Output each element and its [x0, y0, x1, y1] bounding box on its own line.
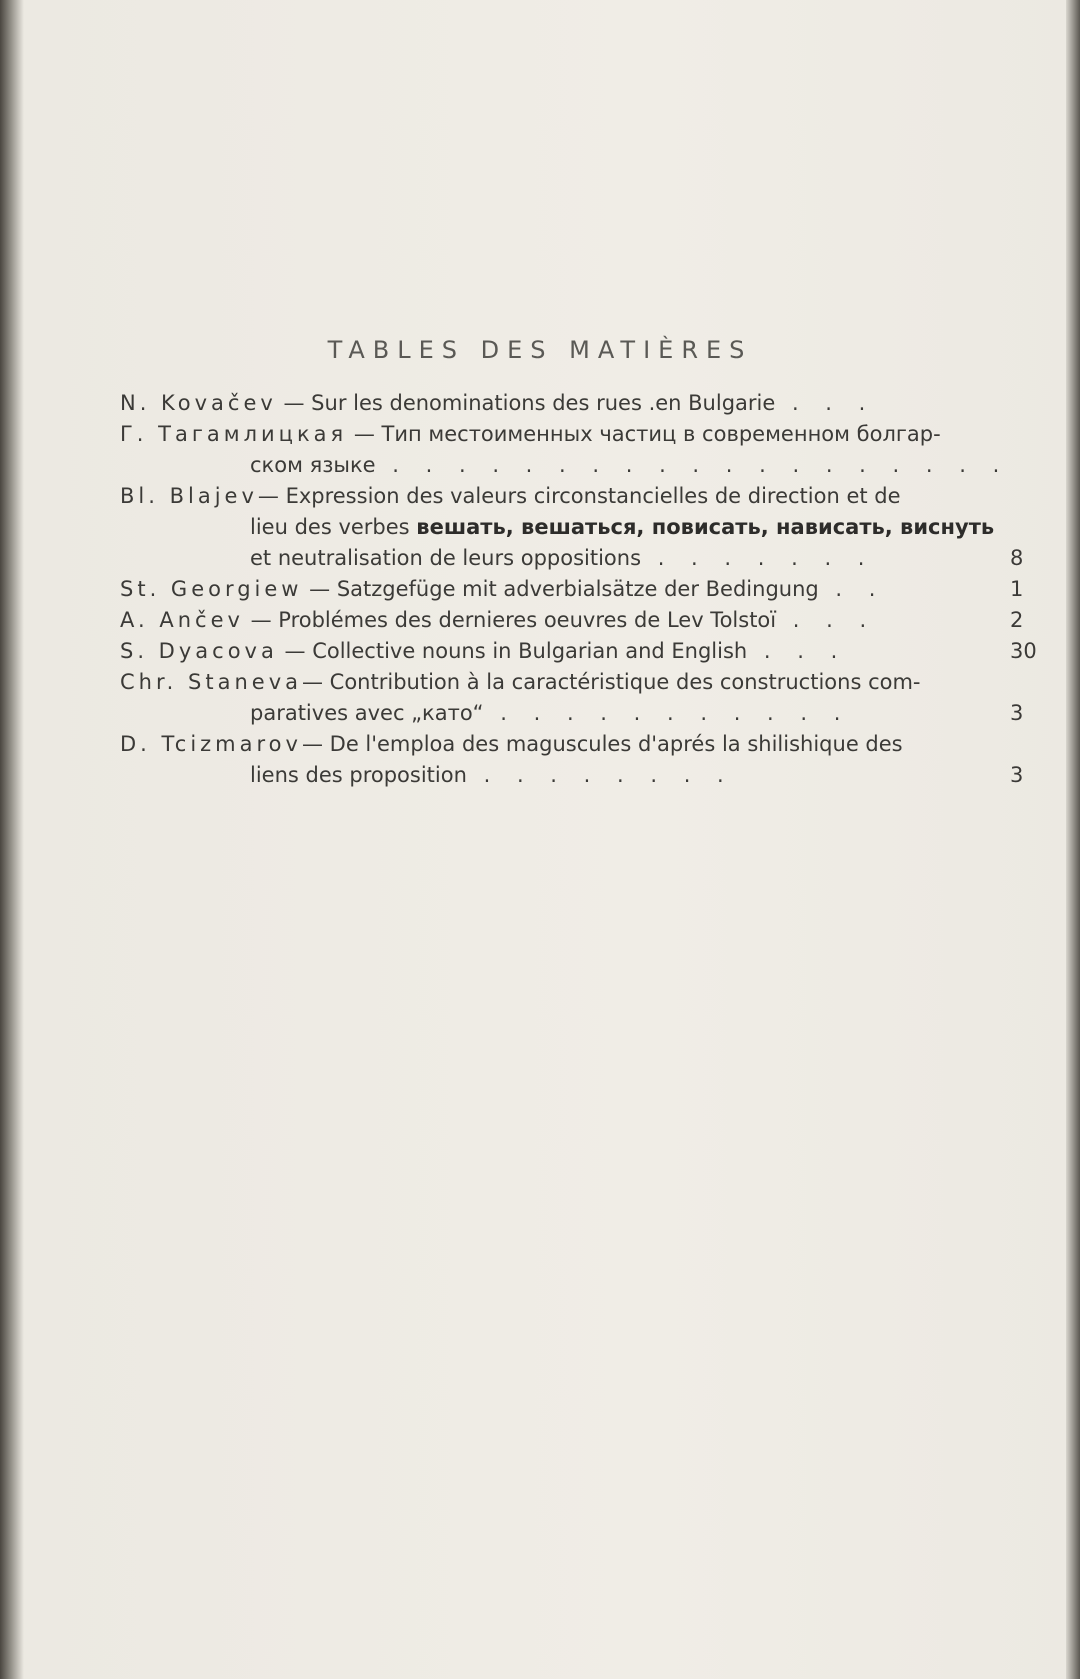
toc-entry: [120, 729, 1024, 791]
entry-title-continued: lieu des verbes: [250, 515, 417, 539]
entry-title: — Sur les denominations des rues .en Bulgarie: [276, 391, 776, 415]
entry-author: Chr. Staneva: [120, 670, 302, 694]
entry-page-number: 3: [1010, 763, 1024, 787]
entry-title: — Contribution à la caractéristique des constructions com-: [302, 670, 921, 694]
toc-entry: [120, 481, 1024, 574]
entry-author: S. Dyacova: [120, 639, 278, 663]
entry-title: — De l'emploa des maguscules d'aprés la shilishique des: [301, 732, 903, 756]
page-title: TABLES DES MATIÈRES: [327, 336, 753, 364]
toc-entry: [120, 605, 1024, 636]
entry-title-continued: ском языке: [250, 453, 376, 477]
entry-title: — Expression des valeurs circonstancielles de direction et de: [257, 484, 901, 508]
leader-dots: . . . . . . . . . . . . . . . . . . .: [375, 453, 1010, 477]
entry-author: Г. Тагамлицкая: [120, 422, 348, 446]
table-of-contents: [120, 388, 1037, 791]
toc-entry: [120, 388, 1020, 419]
leader-dots: . . .: [747, 639, 848, 663]
entry-title: — Тип местоименных частиц в современном болгар-: [347, 422, 941, 446]
entry-author: N. Kovačev: [120, 391, 277, 415]
entry-page-number: 1: [1010, 577, 1024, 601]
entry-title-continued: et neutralisation de leurs oppositions: [250, 546, 642, 570]
toc-entry: [120, 574, 1024, 605]
leader-dots: . .: [818, 577, 886, 601]
toc-entry: [120, 636, 1037, 667]
toc-entry: [120, 419, 1020, 481]
entry-author: A. Ančev: [120, 608, 244, 632]
entry-author: Bl. Blajev: [120, 484, 258, 508]
entry-title-continued: paratives avec „като“: [250, 701, 484, 725]
entry-title: — Satzgefüge mit adverbialsätze der Bedingung: [302, 577, 819, 601]
leader-dots: . . .: [776, 608, 877, 632]
entry-page-number: 2: [1010, 608, 1024, 632]
entry-author: St. Georgiew: [120, 577, 303, 601]
page-edge: [1066, 0, 1080, 1679]
entry-title-continued: liens des proposition: [250, 763, 467, 787]
entry-page-number: 3: [1010, 701, 1024, 725]
leader-dots: . . .: [775, 391, 876, 415]
entry-author: D. Tcizmarov: [120, 732, 302, 756]
entry-title: — Collective nouns in Bulgarian and English: [277, 639, 748, 663]
leader-dots: . . . . . . . .: [466, 763, 734, 787]
leader-dots: . . . . . . .: [641, 546, 875, 570]
entry-page-number: 8: [1010, 546, 1024, 570]
entry-page-number: 30: [1010, 639, 1037, 663]
leader-dots: . . . . . . . . . . .: [483, 701, 851, 725]
toc-entry: [120, 667, 1024, 729]
entry-title-verbs: вешать, вешаться, повисать, нависать, виснуть: [416, 515, 995, 539]
entry-title: — Problémes des dernieres oeuvres de Lev Tolstoï: [243, 608, 777, 632]
